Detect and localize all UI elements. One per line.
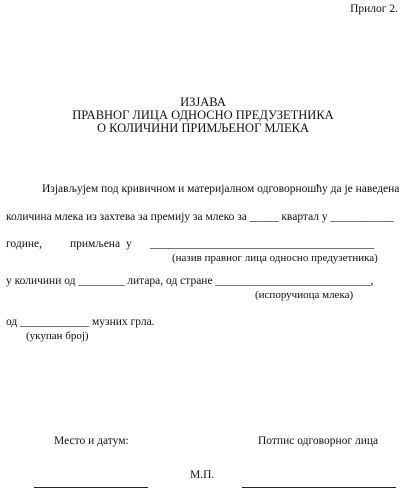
statement-word-in: у [126, 238, 132, 250]
signature-label: Потпис одговорног лица [258, 435, 379, 447]
title-line-milk-quantity: О КОЛИЧИНИ ПРИМЉЕНОГ МЛЕКА [96, 121, 310, 135]
seal-label: М.П. [190, 469, 215, 481]
statement-line-4: у количини од ________ литара, од стране ___________________________, [6, 275, 374, 287]
statement-word-year: године, [6, 238, 42, 250]
statement-line-2: количина млека из захтева за премију за млеко за _____ квартал у ___________ [6, 211, 394, 223]
place-date-line [34, 487, 148, 488]
statement-word-received: примљена [70, 238, 121, 250]
legal-entity-name-caption: (назив правног лица односно предузетника) [172, 252, 378, 264]
total-count-caption: (укупан број) [26, 330, 89, 342]
attachment-label: Прилог 2. [350, 3, 398, 15]
statement-line-1: Изјављујем под кривичном и материјалном одговорношћу да је наведена [42, 183, 400, 195]
document-title: ИЗЈАВА [180, 95, 226, 109]
legal-entity-name-blank: _______________________________________ [150, 238, 375, 250]
place-date-label: Место и датум: [54, 435, 129, 447]
supplier-caption: (испоручиоца млека) [255, 289, 354, 301]
title-line-legal-entity: ПРАВНОГ ЛИЦА ОДНОСНО ПРЕДУЗЕТНИКА [72, 108, 334, 122]
statement-line-5: од ____________ музних грла. [6, 316, 155, 328]
signature-line [242, 487, 396, 488]
